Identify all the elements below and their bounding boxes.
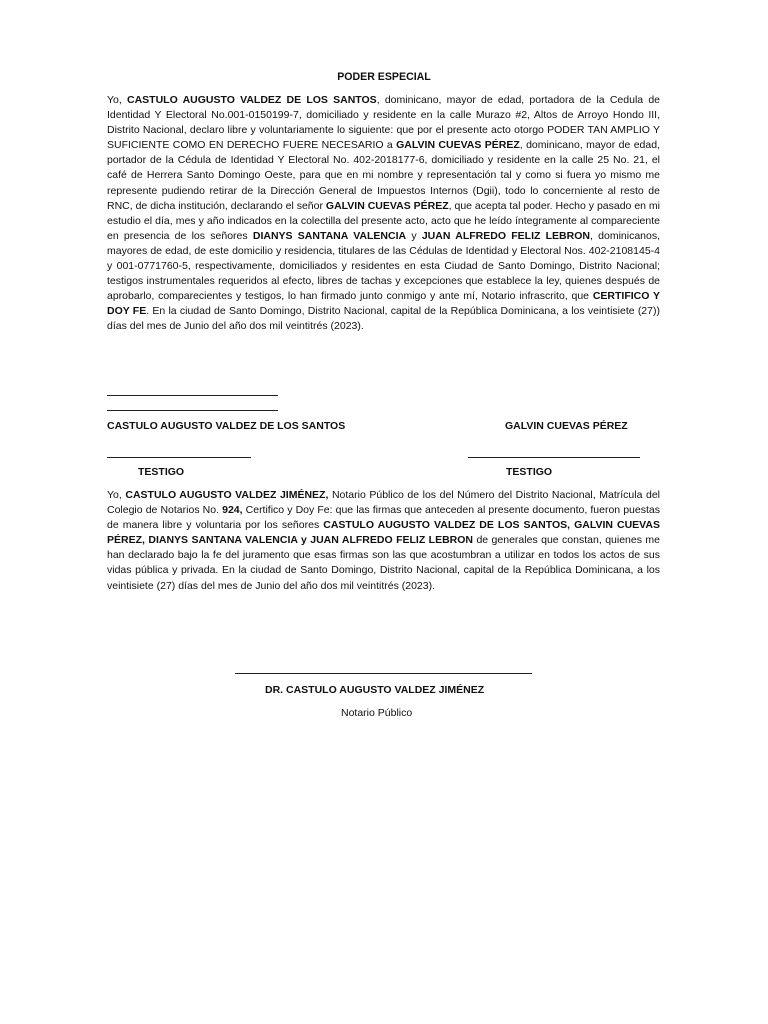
bold-run: CASTULO AUGUSTO VALDEZ DE LOS SANTOS: [127, 94, 377, 106]
witness-right-label: TESTIGO: [506, 466, 553, 478]
text-run: , dominicano, mayor de edad, portadora de la Cedula de Identidad Y Electoral No.001-0150199-7, domiciliado y residente en la calle Murazo #2, Altos de Arroyo Hondo III, Distrito Nacional, declaro libre y voluntariamente lo siguiente: que por el presente acto otorgo PODER TAN AMPLIO Y SUFICIENTE COMO EN DERECHO FUERE NECESARIO a: [107, 94, 661, 152]
notary-signature-line: [235, 673, 532, 674]
witness-left-label: TESTIGO: [138, 466, 185, 478]
bold-run: CASTULO AUGUSTO VALDEZ JIMÉNEZ,: [125, 489, 329, 501]
text-run: , que acepta tal poder. Hecho y pasado en mi estudio el día, mes y año indicados en la colectilla del presente acto, acto que he leído íntegramente al compareciente en presencia de los señores: [107, 199, 660, 242]
bold-run: CASTULO AUGUSTO VALDEZ DE LOS SANTOS, GALVIN CUEVAS PÉREZ, DIANYS SANTANA VALENCIA y JUAN ALFREDO FELIZ LEBRON: [107, 519, 660, 547]
notary-certification-paragraph: [107, 488, 660, 594]
witness-line-right: [468, 457, 640, 458]
signer-right-name: GALVIN CUEVAS PÉREZ: [505, 420, 628, 432]
text-run: , dominicanos, mayores de edad, de este domicilio y residencia, titulares de las Cédulas de Identidad y Electoral Nos. 402-2108145-4 y 001-0771760-5, respectivamente, domiciliados y residentes en esta Ciudad de Santo Domingo, Distrito Nacional; testigos instrumentales requeridos al efecto, libres de tachas y excepciones que establece la ley, quienes después de aprobarlo, comparecientes y testigos, lo han firmado junto conmigo y ante mí, Notario infrascrito, que: [107, 229, 661, 303]
notary-title: Notario Público: [341, 707, 413, 719]
signer-left-name: CASTULO AUGUSTO VALDEZ DE LOS SANTOS: [107, 420, 346, 432]
text-run: de generales que constan, quienes me han declarado bajo la fe del juramento que esas firmas son las que acostumbran a utilizar en todos los actos de sus vidas pública y privada. En la ciudad de Santo Domingo, Distrito Nacional, capital de la República Dominicana, a los veintisiete (27) días del mes de Junio del año dos mil veintitrés (2023).: [107, 534, 660, 592]
text-run: Notario Público de los del Número del Distrito Nacional, Matrícula del Colegio de Notarios No.: [107, 489, 660, 517]
text-run: y: [406, 229, 422, 242]
signature-line-1: [107, 395, 278, 396]
bold-run: JUAN ALFREDO FELIZ LEBRON: [421, 229, 590, 242]
text-run: Yo,: [107, 489, 126, 501]
witness-line-left: [107, 457, 251, 458]
document-title: PODER ESPECIAL: [337, 71, 431, 83]
text-run: Certifico y Doy Fe: que las firmas que anteceden al presente documento, fueron puestas de manera libre y voluntaria por los señores: [107, 504, 660, 532]
bold-run: GALVIN CUEVAS PÉREZ: [396, 139, 520, 152]
bold-run: CERTIFICO Y DOY FE: [107, 290, 660, 318]
text-run: Yo,: [107, 94, 128, 106]
notary-name: DR. CASTULO AUGUSTO VALDEZ JIMÉNEZ: [265, 684, 485, 696]
text-run: . En la ciudad de Santo Domingo, Distrito Nacional, capital de la República Dominicana, a los veintisiete (27)) días del mes de Junio del año dos mil veintitrés (2023).: [107, 305, 660, 333]
power-of-attorney-paragraph: [107, 93, 660, 335]
text-run: , dominicano, mayor de edad, portador de la Cédula de Identidad Y Electoral No. 402-2018177-6, domiciliado y residente en la calle 25 No. 21, el café de Herrera Santo Domingo Oeste, para que en mi nombre y representación tal y como si fuera yo mismo me represente pudiendo retirar de la Dirección General de Impuestos Internos (Dgii), todo lo concerniente al resto de RNC, de dicha institución, declarando el señor: [107, 139, 660, 212]
bold-run: DIANYS SANTANA VALENCIA: [252, 229, 407, 242]
bold-run: GALVIN CUEVAS PÉREZ: [325, 199, 449, 212]
signature-line-2: [107, 410, 278, 411]
bold-run: 924,: [222, 504, 243, 517]
